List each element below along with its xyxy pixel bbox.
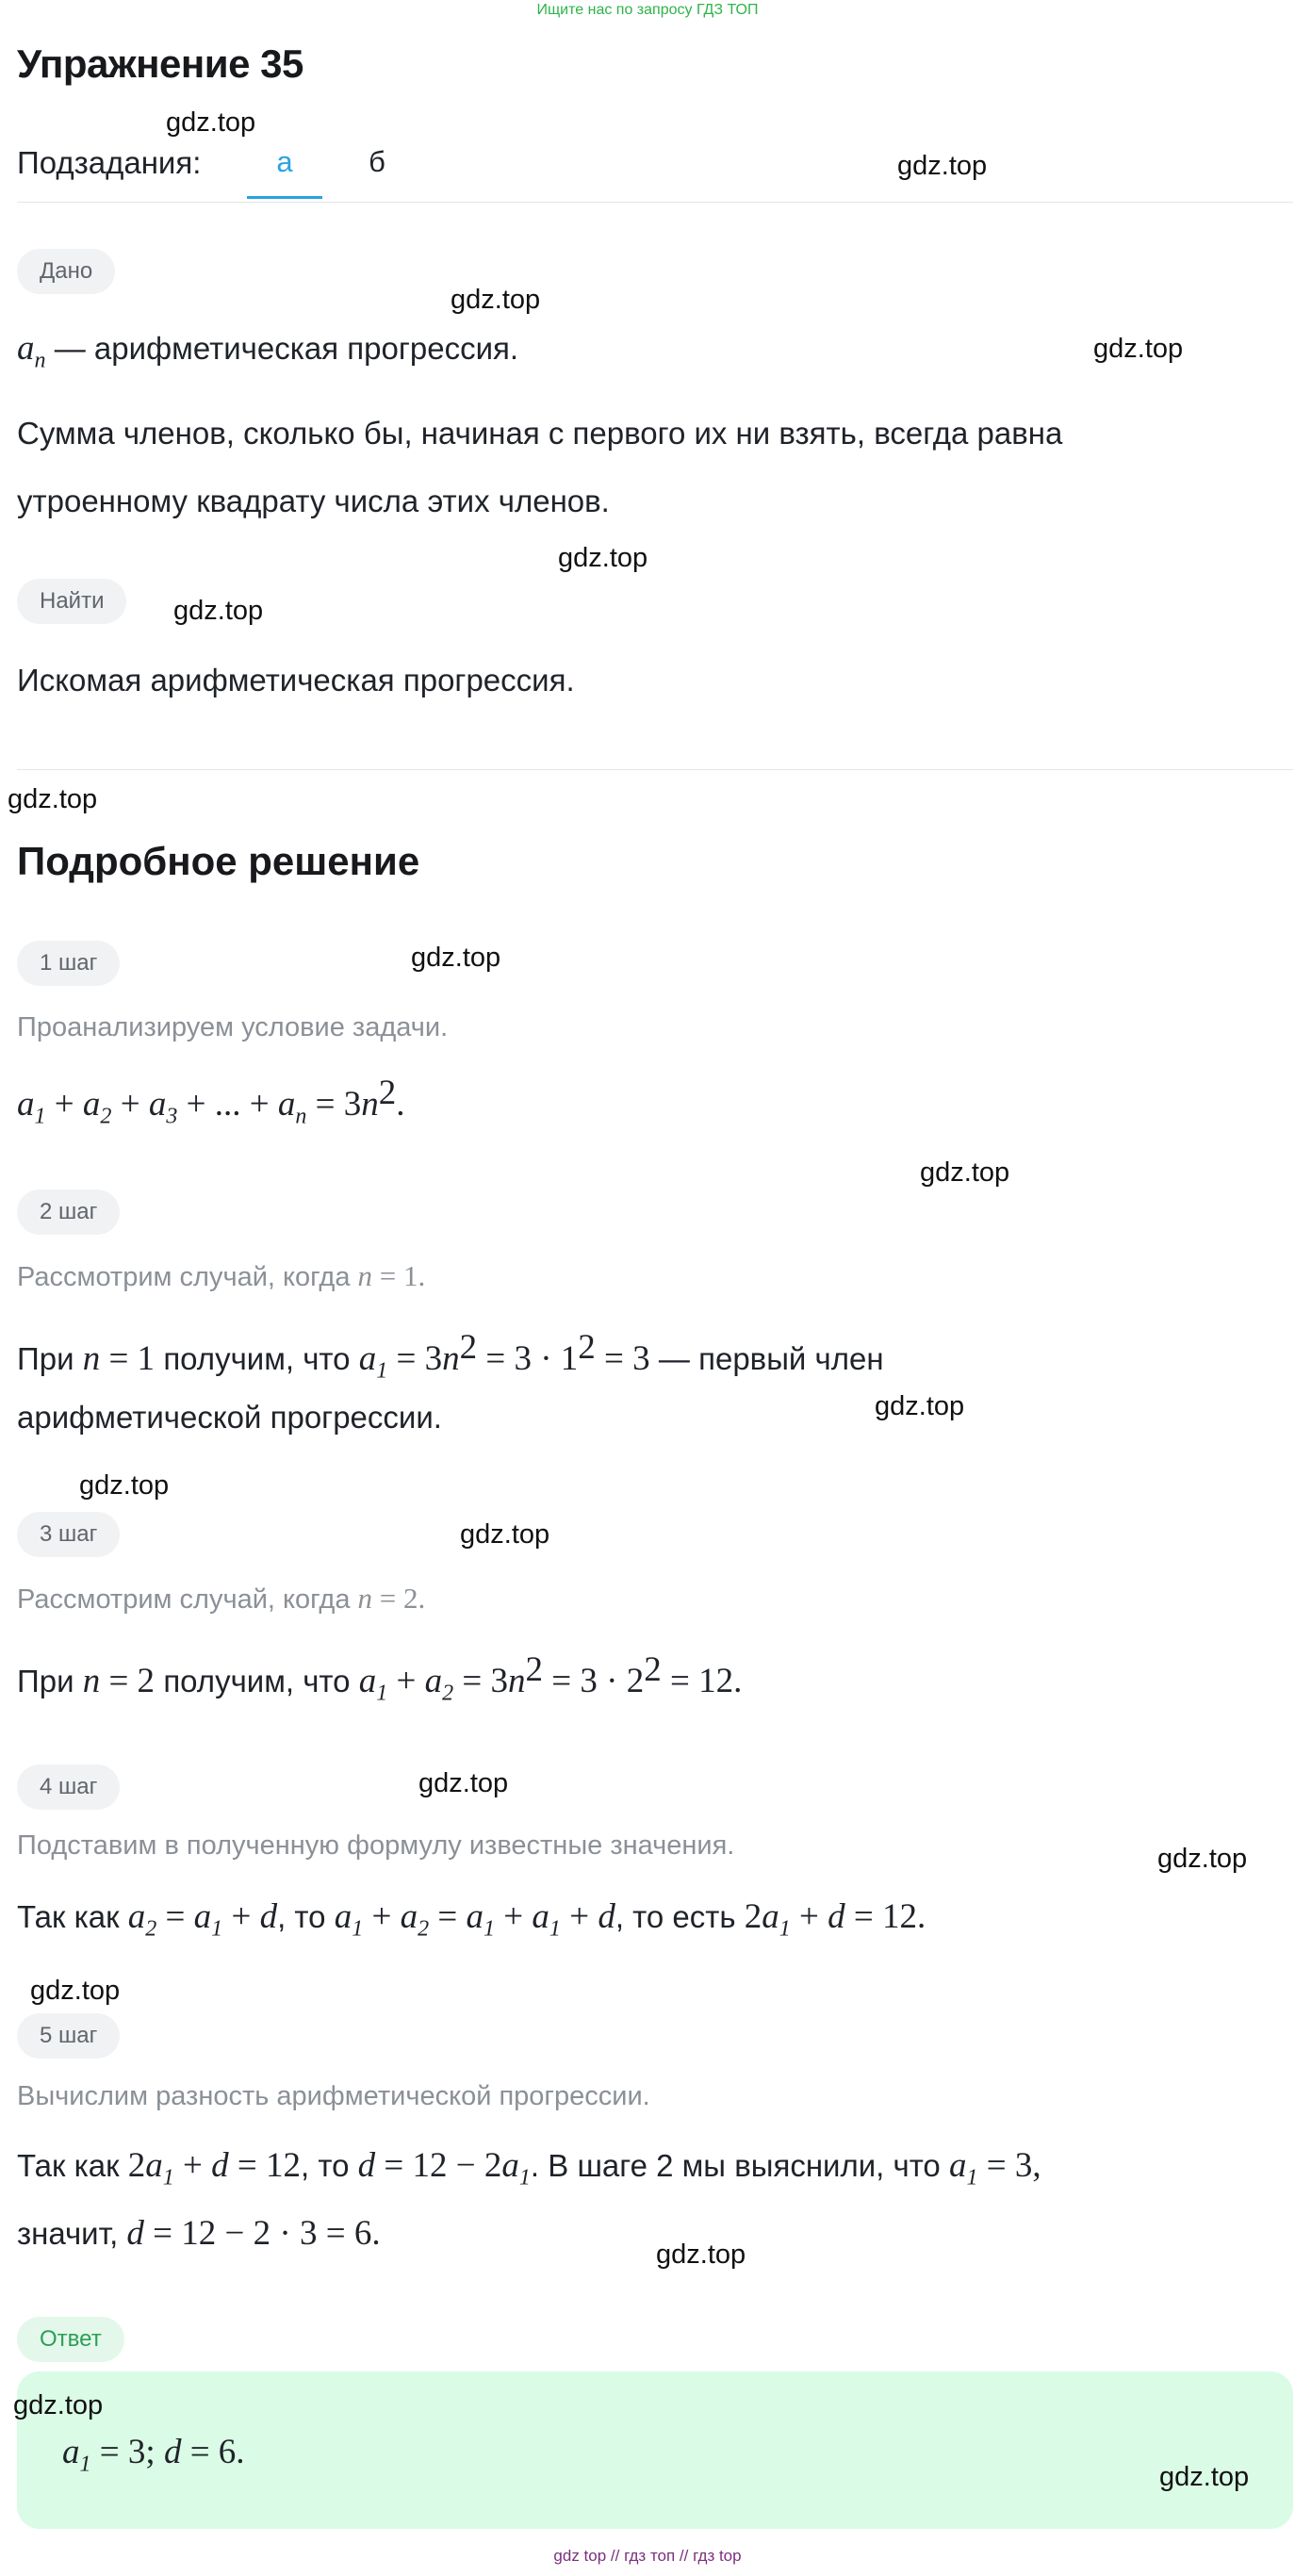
step-5-hint: Вычислим разность арифметической прогрессии. [17,2081,650,2111]
watermark: gdz.top [8,784,98,814]
step-5-body-mid2: . В шаге 2 мы выяснили, что [530,2148,941,2183]
top-banner: Ищите нас по запросу ГДЗ ТОП [536,2,759,18]
step-3-body-pre: При [17,1664,74,1698]
step-3-hint-text: Рассмотрим случай, когда [17,1584,351,1615]
solution-title: Подробное решение [17,839,420,883]
given-line-2: Сумма членов, сколько бы, начиная с первого их ни взять, всегда равна [17,416,1063,451]
watermark: gdz.top [79,1470,170,1501]
tabs-divider [17,202,1293,203]
watermark: gdz.top [1093,334,1184,364]
answer-tag: Ответ [17,2317,124,2362]
step-5-tag: 5 шаг [17,2013,120,2059]
watermark: gdz.top [418,1768,509,1798]
find-text: Искомая арифметическая прогрессия. [17,663,575,697]
watermark: gdz.top [897,151,988,181]
step-4-hint: Подставим в полученную формулу известные значения. [17,1830,735,1861]
step-1-tag: 1 шаг [17,941,120,986]
step-4-tag: 4 шаг [17,1764,120,1810]
footer-links[interactable]: gdz top // гдз топ // гдз top [553,2547,742,2565]
step-2-body-mid: получим, что [163,1341,351,1376]
step-2-body-post: — первый член [658,1341,884,1376]
step-2-body: При n = 1 получим, что $a_1 = 3n^2 = 3 \cdot 1^2 = 3$ — первый член [17,1328,884,1384]
step-4-body-pre: Так как [17,1899,120,1934]
watermark: gdz.top [1159,2462,1250,2492]
step-2-body-line2: арифметической прогрессии. [17,1400,442,1435]
watermark: gdz.top [451,285,541,315]
watermark: gdz.top [1157,1844,1248,1874]
tab-a[interactable]: а [276,145,293,178]
step-4-body: Так как $a_2 = a_1 + d$, то $a_1 + a_2 = a_1 + a_1 + d$, то есть $2a_1 + d = 12$. [17,1897,926,1942]
watermark: gdz.top [920,1157,1010,1188]
given-line-3: утроенному квадрату числа этих членов. [17,484,610,518]
step-2-tag: 2 шаг [17,1190,120,1235]
step-3-body-mid: получим, что [163,1664,351,1698]
watermark: gdz.top [460,1519,550,1550]
step-4-body-mid: , то [277,1899,326,1934]
step-5-body-mid: , то [301,2148,350,2183]
active-tab-indicator [247,196,322,199]
step-5-body-line2: значит, d = 12 − 2 · 3 = 6. [17,2214,381,2253]
answer-formula: $a_1 = 3$; d = 6. [62,2433,245,2477]
given-line-1-text: — арифметическая прогрессия. [45,331,519,366]
watermark: gdz.top [558,543,648,573]
step-2-hint: Рассмотрим случай, когда n = 1. [17,1259,426,1292]
watermark: gdz.top [411,943,501,973]
step-5-body: Так как $2a_1 + d = 12$, то $d = 12 - 2a_1$. В шаге 2 мы выяснили, что $a_1 = 3$, [17,2146,1041,2190]
step-2-hint-text: Рассмотрим случай, когда [17,1262,351,1292]
step-1-formula: $a_1 + a_2 + a_3$ + ... + $a_n = 3n^2$. [17,1074,405,1129]
watermark: gdz.top [173,596,264,626]
watermark: gdz.top [656,2240,746,2270]
step-5-body-pre: Так как [17,2148,120,2183]
find-tag: Найти [17,579,126,624]
tab-b[interactable]: б [369,145,385,178]
watermark: gdz.top [13,2390,104,2420]
subtasks-label: Подзадания: [17,145,202,180]
section-divider [17,769,1293,770]
watermark: gdz.top [875,1391,965,1421]
page-title: Упражнение 35 [17,41,303,86]
given-math: $a_n$ [17,329,46,373]
step-3-tag: 3 шаг [17,1512,120,1557]
given-tag: Дано [17,249,115,294]
step-3-hint: Рассмотрим случай, когда n = 2. [17,1582,426,1615]
step-4-body-mid2: , то есть [615,1899,736,1934]
watermark: gdz.top [30,1976,121,2006]
step-1-hint: Проанализируем условие задачи. [17,1012,449,1042]
given-line-1 [17,330,518,379]
watermark: gdz.top [166,107,256,138]
step-5-body-line2-text: значит, [17,2216,119,2251]
step-3-body: При n = 2 получим, что $a_1 + a_2 = 3n^2 = 3 \cdot 2^2 = 12$. [17,1650,743,1706]
step-2-body-pre: При [17,1341,74,1376]
